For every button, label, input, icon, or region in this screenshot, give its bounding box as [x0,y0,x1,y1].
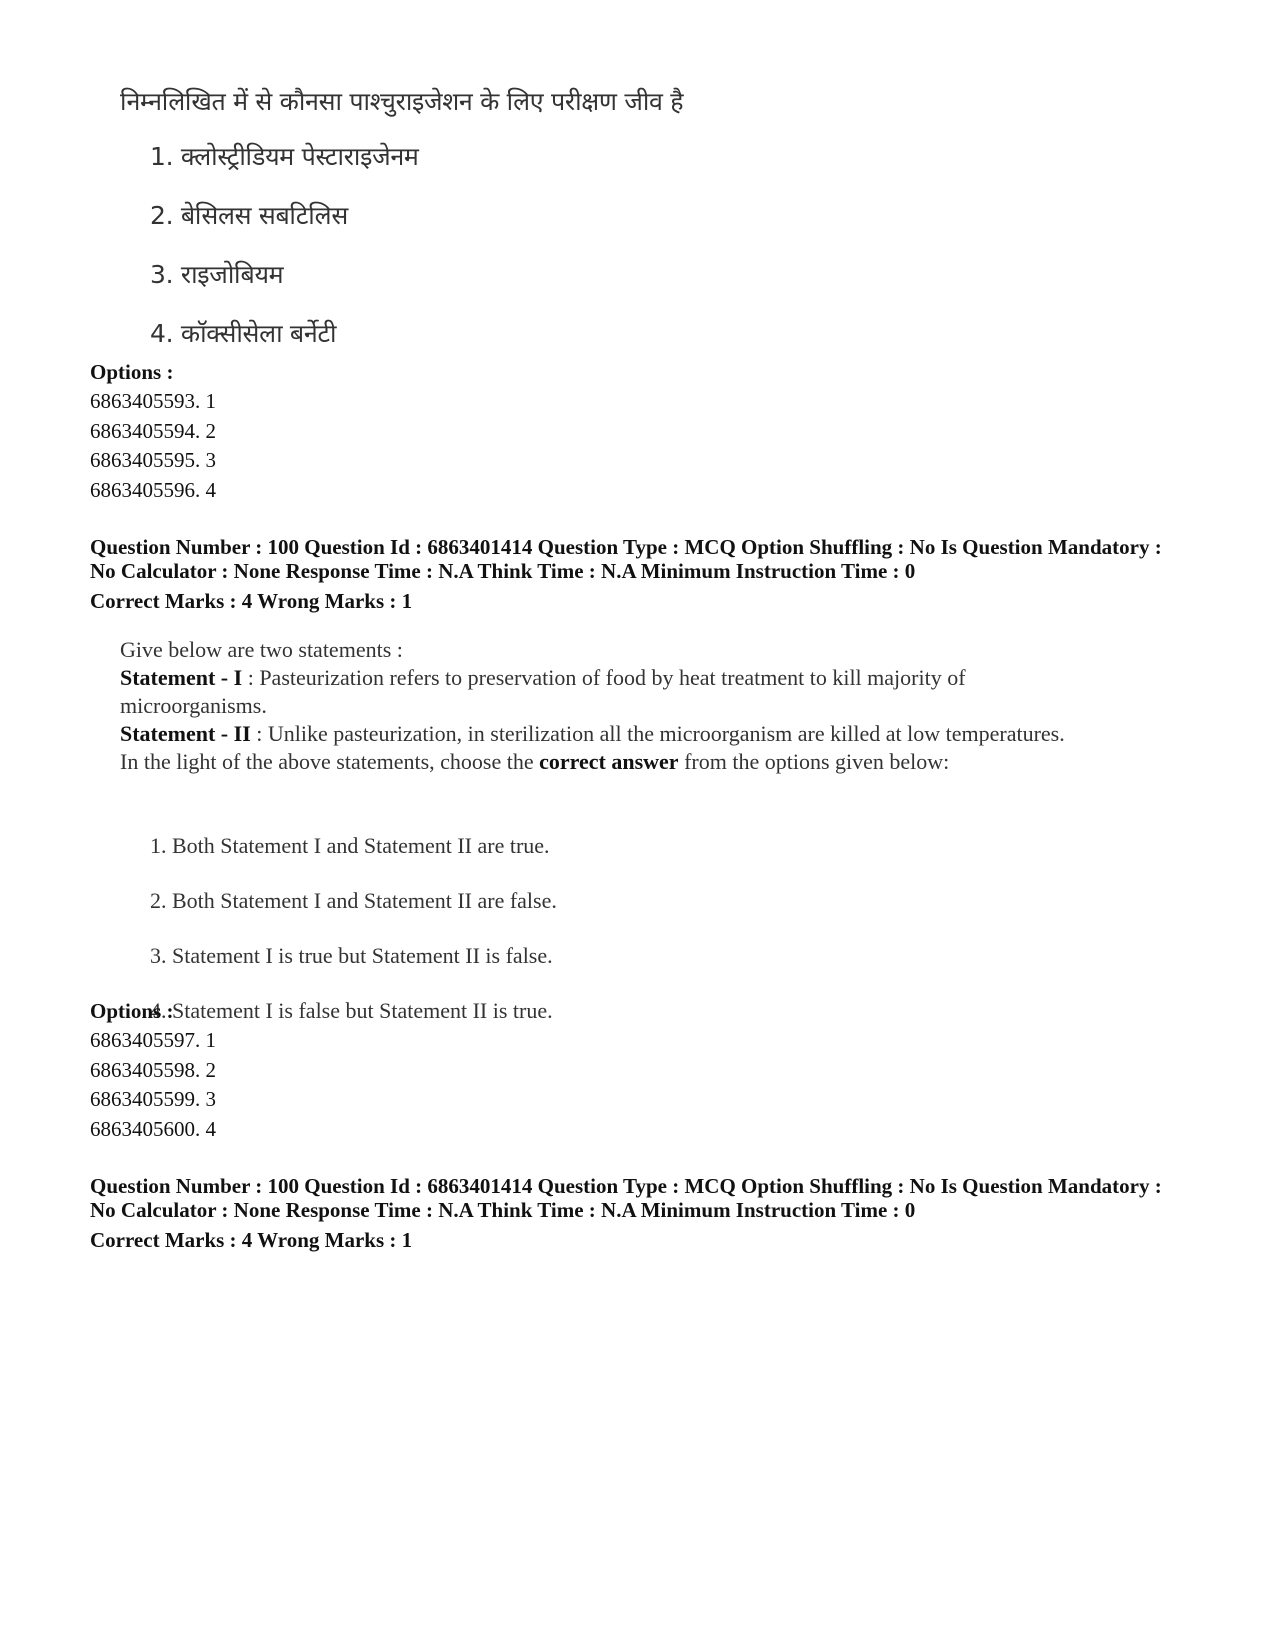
options-label: Options : [90,360,174,384]
choice-item: 1. Both Statement I and Statement II are true. [150,833,550,858]
question-statements [120,637,1065,776]
option-id: 6863405598. 2 [90,1057,216,1082]
statement-2-text: : Unlike pasteurization, in sterilization all the microorganism are killed at low temperatures. [256,721,1065,746]
choice-item: 2. Both Statement I and Statement II are false. [150,888,557,913]
choice-item: 1. क्लोस्ट्रीडियम पेस्टाराइजेनम [150,142,419,171]
options-list [90,387,216,505]
meta-line: Question Number : 100 Question Id : 6863401414 Question Type : MCQ Option Shuffling : No Is Question Mandatory : [90,1174,1162,1198]
meta-line: No Calculator : None Response Time : N.A Think Time : N.A Minimum Instruction Time : 0 [90,559,916,583]
marks-line: Correct Marks : 4 Wrong Marks : 1 [90,1228,413,1252]
instruction [120,748,1065,776]
options-list [90,1026,216,1144]
question-meta [90,1174,1162,1252]
option-id: 6863405595. 3 [90,448,216,472]
question-choices-hindi [150,142,419,378]
statements-intro: Give below are two statements : [120,637,403,662]
choice-item: 4. Statement I is false but Statement II is true. [150,998,553,1023]
meta-line: Question Number : 100 Question Id : 6863401414 Question Type : MCQ Option Shuffling : No Is Question Mandatory : [90,535,1162,559]
option-id: 6863405596. 4 [90,477,216,502]
instruction-bold: correct answer [539,749,679,774]
option-id: 6863405599. 3 [90,1087,216,1111]
choice-item: 4. कॉक्सीसेला बर्नेटी [150,319,337,348]
option-id: 6863405597. 1 [90,1028,216,1052]
statement-1-text: : Pasteurization refers to preservation of food by heat treatment to kill majority of microorganisms. [120,665,966,718]
option-id: 6863405600. 4 [90,1116,216,1141]
options-label: Options : [90,999,174,1023]
instruction-post: from the options given below: [684,749,950,774]
choice-item: 2. बेसिलस सबटिलिस [150,201,348,230]
question-meta [90,535,1162,613]
statement-2 [120,720,1065,748]
choice-item: 3. Statement I is true but Statement II is false. [150,943,553,968]
statement-2-label: Statement - II [120,721,251,746]
option-id: 6863405593. 1 [90,389,216,413]
meta-line: No Calculator : None Response Time : N.A Think Time : N.A Minimum Instruction Time : 0 [90,1198,916,1222]
statement-1-label: Statement - I [120,665,243,690]
question-text-hindi: निम्नलिखित में से कौनसा पाश्चुराइजेशन के लिए परीक्षण जीव है [120,87,684,116]
instruction-pre: In the light of the above statements, choose the [120,749,534,774]
question-choices [150,832,557,1052]
marks-line: Correct Marks : 4 Wrong Marks : 1 [90,589,413,613]
statement-1 [120,664,1020,720]
choice-item: 3. राइजोबियम [150,260,284,289]
option-id: 6863405594. 2 [90,418,216,443]
